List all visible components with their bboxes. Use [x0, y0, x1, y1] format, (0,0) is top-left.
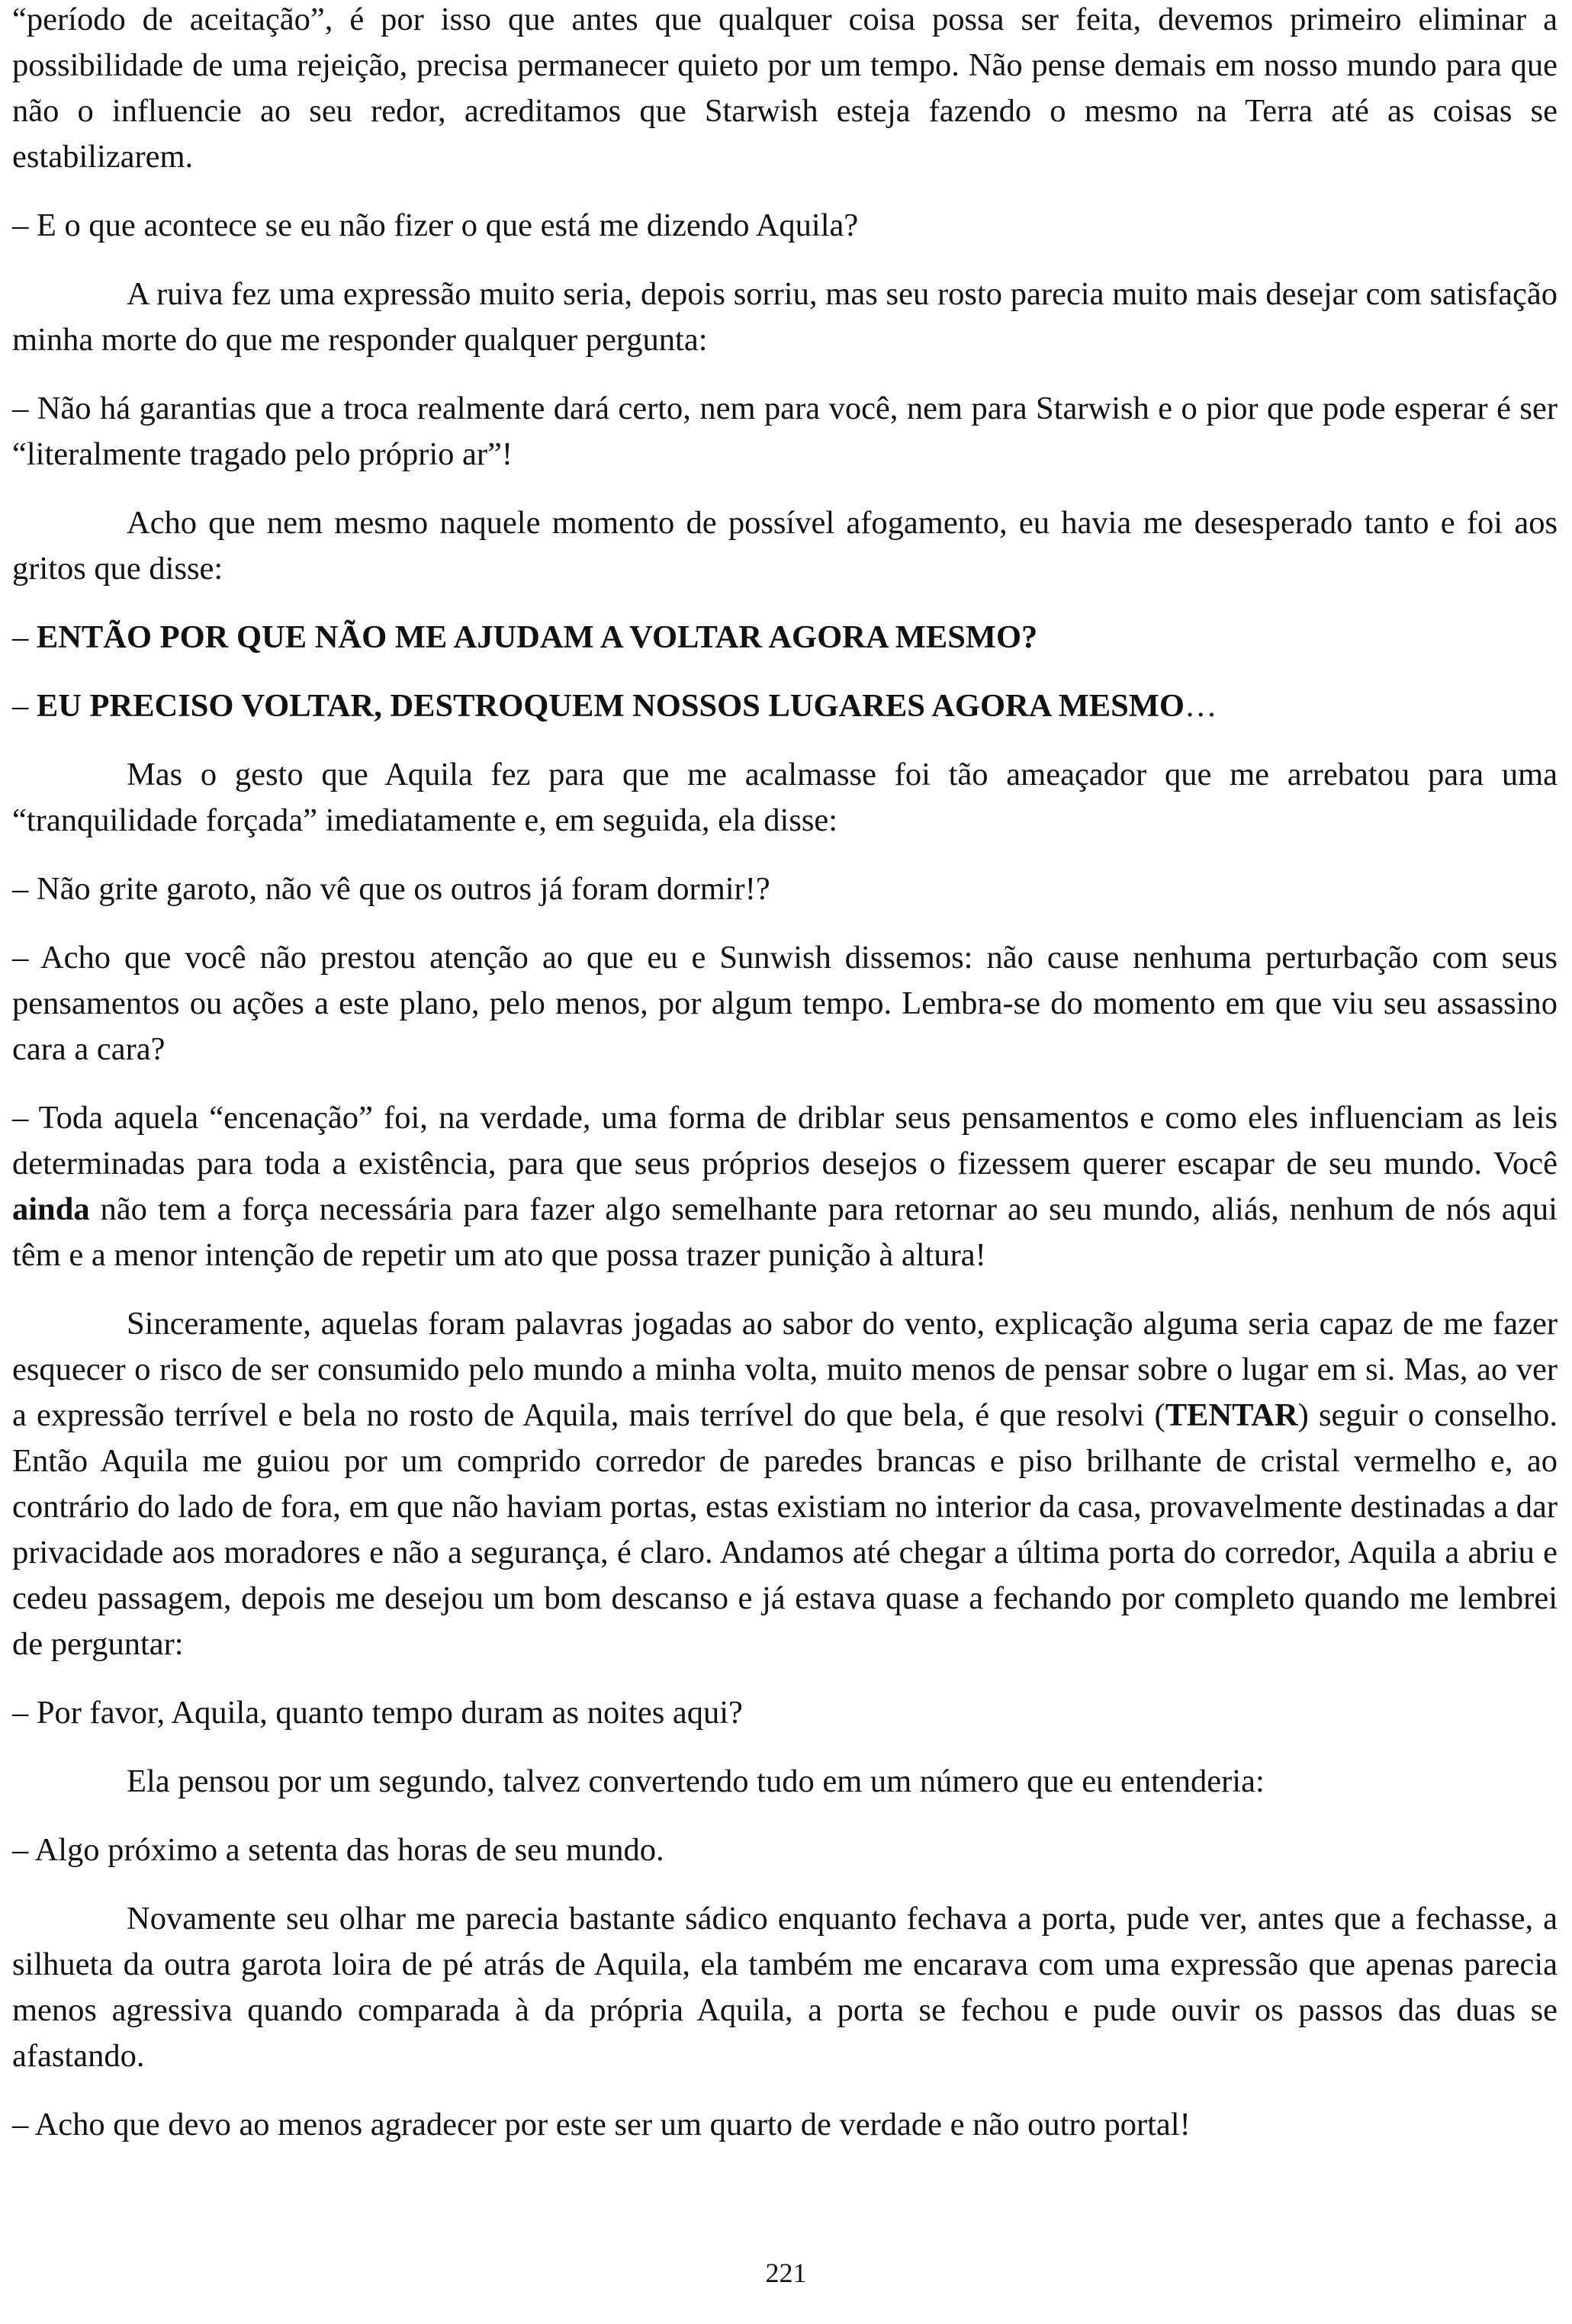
dialogue-paragraph — [12, 1827, 1558, 1873]
text-segment: – E o que acontece se eu não fizer o que está me dizendo Aquila? — [12, 207, 859, 243]
text-segment: Novamente seu olhar me parecia bastante sádico enquanto fechava a porta, pude ver, antes que a fechasse, a silhueta da outra garota loira de pé atrás de Aquila, ela também me encarava com uma expressão que apenas parecia menos agressiva quando comparada à da própria Aquila, a porta se fechou e pude ouvir os passos das duas se afastando. — [12, 1901, 1558, 2074]
text-segment: – Acho que você não prestou atenção ao que eu e Sunwish dissemos: não cause nenhuma perturbação com seus pensamentos ou ações a este plano, pelo menos, por algum tempo. Lembra-se do momento em que viu seu assassino cara a cara? — [12, 940, 1558, 1067]
bold-text: ENTÃO POR QUE NÃO ME AJUDAM A VOLTAR AGORA MESMO? — [36, 619, 1038, 655]
dialogue-paragraph — [12, 683, 1558, 729]
narration-paragraph — [12, 500, 1558, 592]
text-segment: ) seguir o conselho. Então Aquila me guiou por um comprido corredor de paredes brancas e piso brilhante de cristal vermelho e, ao contrário do lado de fora, em que não haviam portas, estas existiam no interior da casa, provavelmente destinadas a dar privacidade aos moradores e não a segurança, é claro. Andamos até chegar a última porta do corredor, Aquila a abriu e cedeu passagem, depois me desejou um bom descanso e já estava quase a fechando por completo quando me lembrei de perguntar: — [12, 1397, 1558, 1662]
text-segment: Ela pensou por um segundo, talvez convertendo tudo em um número que eu entenderia: — [127, 1763, 1265, 1799]
text-segment: – Acho que devo ao menos agradecer por este ser um quarto de verdade e não outro portal! — [12, 2107, 1191, 2142]
narration-paragraph — [12, 1896, 1558, 2079]
continuation-paragraph — [12, 0, 1558, 180]
bold-text: TENTAR — [1165, 1397, 1298, 1433]
book-page-body — [12, 0, 1558, 2171]
bold-text: ainda — [12, 1191, 90, 1227]
text-segment: – — [12, 688, 37, 724]
text-segment: – — [12, 619, 37, 655]
text-segment: … — [1184, 688, 1217, 724]
dialogue-paragraph — [12, 935, 1558, 1072]
text-segment: Acho que nem mesmo naquele momento de possível afogamento, eu havia me desesperado tanto e foi aos gritos que disse: — [12, 505, 1558, 587]
narration-paragraph — [12, 1759, 1558, 1805]
text-segment: A ruiva fez uma expressão muito seria, depois sorriu, mas seu rosto parecia muito mais desejar com satisfação minha morte do que me responder qualquer pergunta: — [12, 276, 1558, 358]
narration-paragraph — [12, 1301, 1558, 1667]
dialogue-paragraph — [12, 1095, 1558, 1278]
page-number: 221 — [765, 2258, 807, 2288]
narration-paragraph — [12, 272, 1558, 363]
dialogue-paragraph — [12, 866, 1558, 912]
dialogue-paragraph — [12, 2102, 1558, 2148]
text-segment: – Não há garantias que a troca realmente dará certo, nem para você, nem para Starwish e o pior que pode esperar é ser “literalmente tragado pelo próprio ar”! — [12, 391, 1558, 472]
text-segment: Mas o gesto que Aquila fez para que me acalmasse foi tão ameaçador que me arrebatou para uma “tranquilidade forçada” imediatamente e, em seguida, ela disse: — [12, 757, 1558, 838]
narration-paragraph — [12, 752, 1558, 844]
text-segment: – Toda aquela “encenação” foi, na verdade, uma forma de driblar seus pensamentos e como eles influenciam as leis determinadas para toda a existência, para que seus próprios desejos o fizessem querer escapar de seu mundo. Você — [12, 1100, 1558, 1181]
dialogue-paragraph — [12, 386, 1558, 477]
text-segment: – Não grite garoto, não vê que os outros já foram dormir!? — [12, 871, 770, 907]
text-segment: – Algo próximo a setenta das horas de seu mundo. — [12, 1832, 664, 1868]
dialogue-paragraph — [12, 1690, 1558, 1736]
dialogue-paragraph — [12, 615, 1558, 661]
text-segment: “período de aceitação”, é por isso que antes que qualquer coisa possa ser feita, devemos primeiro eliminar a possibilidade de uma rejeição, precisa permanecer quieto por um tempo. Não pense demais em nosso mundo para que não o influencie ao seu redor, acreditamos que Starwish esteja fazendo o mesmo na Terra até as coisas se estabilizarem. — [12, 2, 1558, 175]
dialogue-paragraph — [12, 203, 1558, 249]
text-segment: Sinceramente, aquelas foram palavras jogadas ao sabor do vento, explicação alguma seria capaz de me fazer esquecer o risco de ser consumido pelo mundo a minha volta, muito menos de pensar sobre o lugar em si. Mas, ao ver a expressão terrível e bela no rosto de Aquila, mais terrível do que bela, é que resolvi ( — [12, 1306, 1558, 1433]
text-segment: não tem a força necessária para fazer algo semelhante para retornar ao seu mundo, aliás, nenhum de nós aqui têm e a menor intenção de repetir um ato que possa trazer punição à altura! — [12, 1191, 1558, 1273]
text-segment: – Por favor, Aquila, quanto tempo duram as noites aqui? — [12, 1695, 743, 1731]
bold-text: EU PRECISO VOLTAR, DESTROQUEM NOSSOS LUGARES AGORA MESMO — [36, 688, 1185, 724]
